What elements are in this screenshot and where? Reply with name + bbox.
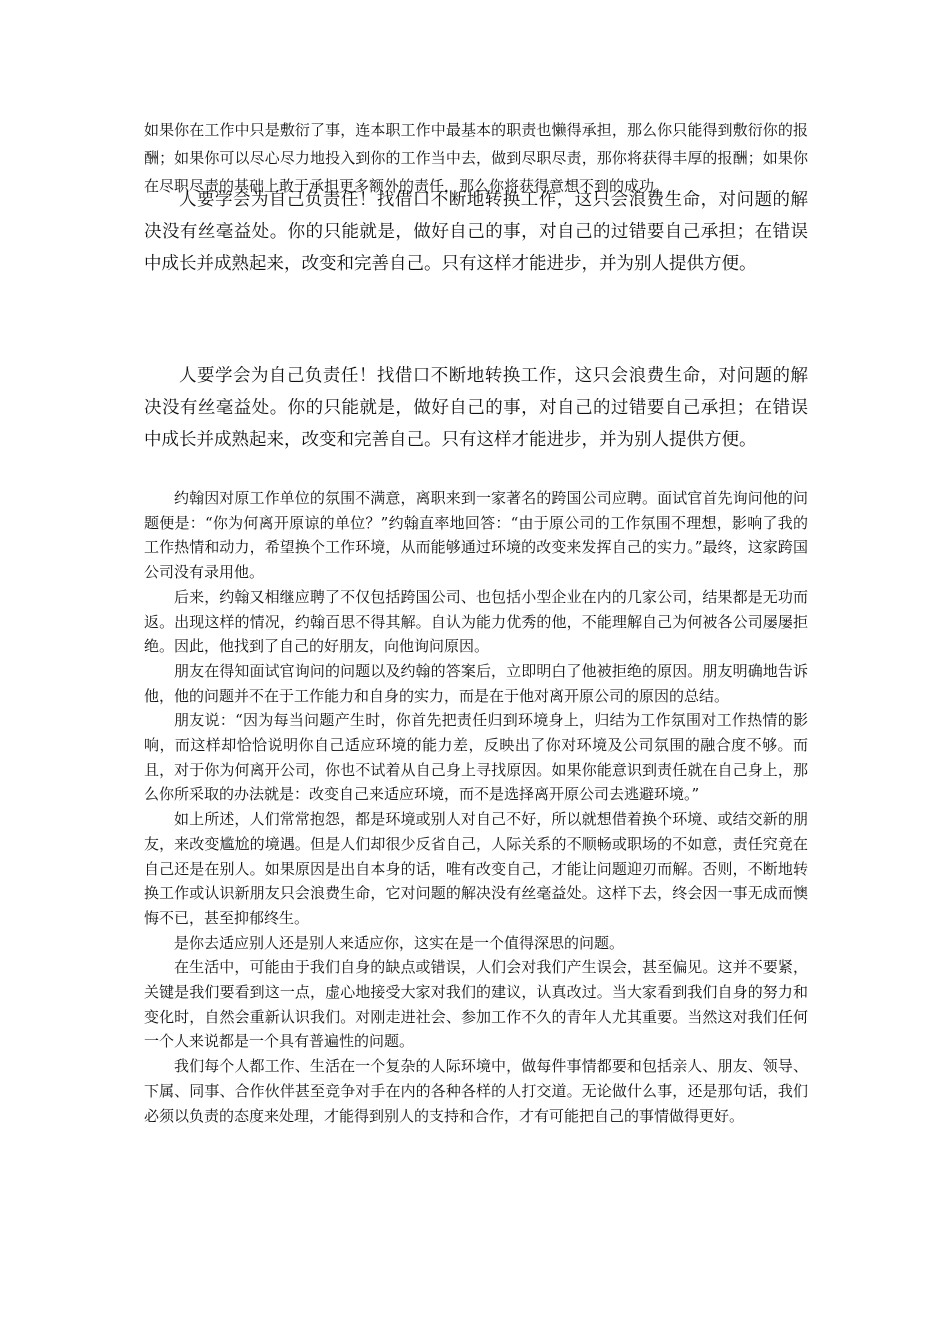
story-paragraph-8: 我们每个人都工作、生活在一个复杂的人际环境中，做每件事情都要和包括亲人、朋友、领导、下属、同事、合作伙伴甚至竞争对手在内的各种各样的人打交道。无论做什么事，还是那句话，我们必须以负责的态度来处理，才能得到别人的支持和合作，才有可能把自己的事情做得更好。 bbox=[144, 1057, 808, 1125]
emphasis-paragraph-1: 人要学会为自己负责任！找借口不断地转换工作，这只会浪费生命，对问题的解决没有丝毫益处。你的只能就是，做好自己的事，对自己的过错要自己承担；在错误中成长并成熟起来，改变和完善自己。只有这样才能进步，并为别人提供方便。 bbox=[144, 190, 808, 274]
story-section bbox=[144, 486, 808, 1128]
emphasis-paragraph-2: 人要学会为自己负责任！找借口不断地转换工作，这只会浪费生命，对问题的解决没有丝毫益处。你的只能就是，做好自己的事，对自己的过错要自己承担；在错误中成长并成熟起来，改变和完善自己。只有这样才能进步，并为别人提供方便。 bbox=[144, 366, 808, 450]
story-paragraph-2: 后来，约翰又相继应聘了不仅包括跨国公司、也包括小型企业在内的几家公司，结果都是无功而返。出现这样的情况，约翰百思不得其解。自认为能力优秀的他，不能理解自己为何被各公司屡屡拒绝。因此，他找到了自己的好朋友，向他询问原因。 bbox=[144, 587, 808, 656]
intro-paragraph: 如果你在工作中只是敷衍了事，连本职工作中最基本的职责也懒得承担，那么你只能得到敷衍你的报酬；如果你可以尽心尽力地投入到你的工作当中去，做到尽职尽责，那你将获得丰厚的报酬；如果你在尽职尽责的基础上敢于承担更多额外的责任，那么你将获得意想不到的成功。 bbox=[144, 121, 808, 195]
story-paragraph-6: 是你去适应别人还是别人来适应你，这实在是一个值得深思的问题。 bbox=[174, 933, 625, 952]
story-paragraph-1: 约翰因对原工作单位的氛围不满意，离职来到一家著名的跨国公司应聘。面试官首先询问他的问题便是：“你为何离开原谅的单位？”约翰直率地回答：“由于原公司的工作氛围不理想，影响了我的工作热情和动力，希望换个工作环境，从而能够通过环境的改变来发挥自己的实力。”最终，这家跨国公司没有录用他。 bbox=[144, 489, 808, 582]
story-paragraph-7: 在生活中，可能由于我们自身的缺点或错误，人们会对我们产生误会，甚至偏见。这并不要紧，关键是我们要看到这一点，虚心地接受大家对我们的建议，认真改过。当大家看到我们自身的努力和变化时，自然会重新认识我们。对刚走进社会、参加工作不久的青年人尤其重要。当然这对我们任何一个人来说都是一个具有普遍性的问题。 bbox=[144, 958, 808, 1051]
story-paragraph-4: 朋友说：“因为每当问题产生时，你首先把责任归到环境身上，归结为工作氛围对工作热情的影响，而这样却恰恰说明你自己适应环境的能力差，反映出了你对环境及公司氛围的融合度不够。而且，对于你为何离开公司，你也不试着从自己身上寻找原因。如果你能意识到责任就在自己身上，那么你所采取的办法就是：改变自己来适应环境，而不是选择离开原公司去逃避环境。” bbox=[144, 711, 808, 804]
story-paragraph-3: 朋友在得知面试官询问的问题以及约翰的答案后，立即明白了他被拒绝的原因。朋友明确地告诉他，他的问题并不在于工作能力和自身的实力，而是在于他对离开原公司的原因的总结。 bbox=[144, 661, 808, 705]
story-paragraph-5: 如上所述，人们常常抱怨，都是环境或别人对自己不好，所以就想借着换个环境、或结交新的朋友，来改变尴尬的境遇。但是人们却很少反省自己，人际关系的不顺畅或职场的不如意，责任究竟在自己还是在别人。如果原因是出自本身的话，唯有改变自己，才能让问题迎刃而解。否则，不断地转换工作或认识新朋友只会浪费生命，它对问题的解决没有丝毫益处。这样下去，终会因一事无成而懊悔不已，甚至抑郁终生。 bbox=[144, 810, 808, 927]
